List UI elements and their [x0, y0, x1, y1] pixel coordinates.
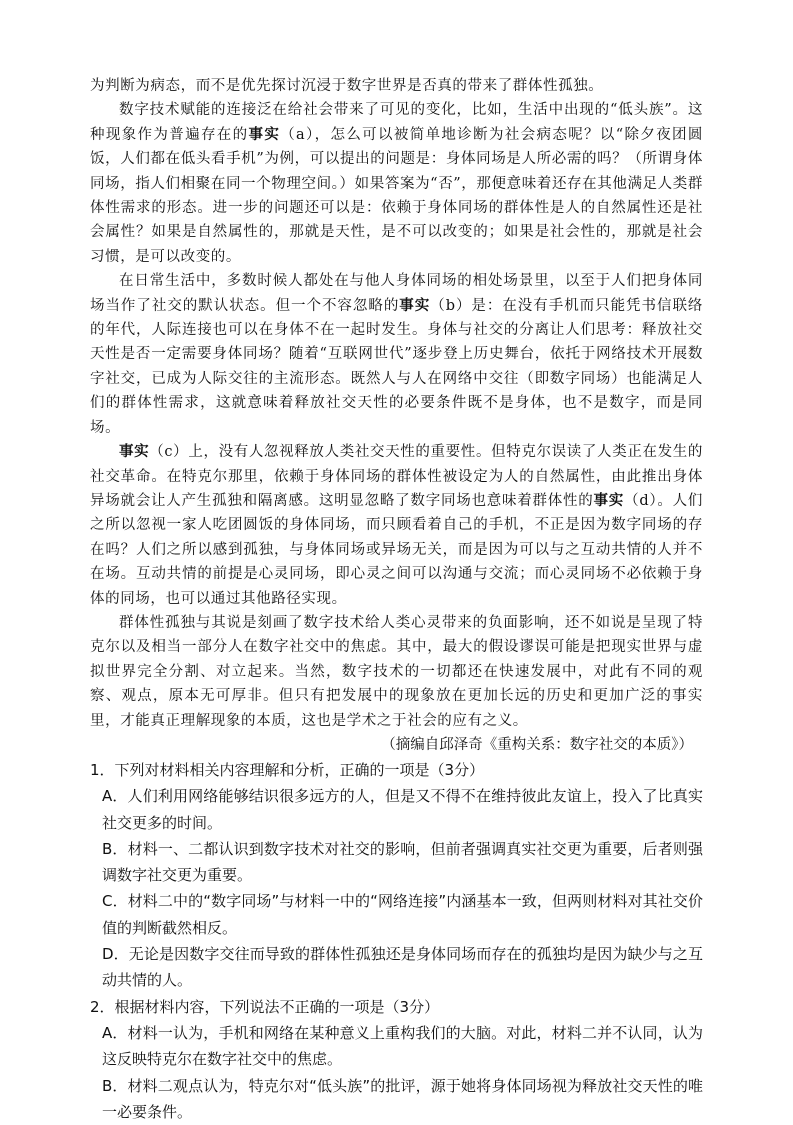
passage-paragraph-4: 群体性孤独与其说是刻画了数字技术给人类心灵带来的负面影响，还不如说是呈现了特克尔以及相当一部分人在数字社交中的焦虑。其中，最大的假设谬误可能是把现实世界与虚拟世界完全分割、对立起来。当然，数字技术的一切都还在快速发展中，对此有不同的观察、观点，原本无可厚非。但只有把发展中的现象放在更加长远的历史和更加广泛的事实里，才能真正理解现象的本质，这也是学术之于社会的应有之义。: [90, 614, 703, 729]
reading-passage: [90, 74, 703, 733]
question-1-option-d: D．无论是因数字交往而导致的群体性孤独还是身体同场而存在的孤独均是因为缺少与之互动共情的人。: [102, 945, 703, 990]
passage-paragraph-1: 数字技术赋能的连接泛在给社会带来了可见的变化，比如，生活中出现的“低头族”。这种现象作为普遍存在的事实（a），怎么可以被简单地诊断为社会病态呢？以“除夕夜团圆饭，人们都在低头看手机”为例，可以提出的问题是：身体同场是人所必需的吗？（所谓身体同场，指人们相聚在同一个物理空间。）如果答案为“否”，那便意味着还存在其他满足人类群体性需求的形态。进一步的问题还可以是：依赖于身体同场的群体性是人的自然属性还是社会属性？如果是自然属性的，那就是天性，是不可以改变的；如果是社会性的，那就是社会习惯，是可以改变的。: [90, 102, 703, 265]
fact-marker-b: 事实: [399, 296, 431, 314]
question-2-option-b: B．材料二观点认为，特克尔对“低头族”的批评，源于她将身体同场视为释放社交天性的唯一必要条件。: [102, 1076, 703, 1121]
passage-paragraph-2: 在日常生活中，多数时候人都处在与他人身体同场的相处场景里，以至于人们把身体同场当作了社交的默认状态。但一个不容忽略的事实（b）是：在没有手机而只能凭书信联络的年代，人际连接也可以在身体不在一起时发生。身体与社交的分离让人们思考：释放社交天性是否一定需要身体同场？随着“互联网世代”逐步登上历史舞台，依托于网络技术开展数字社交，已成为人际交往的主流形态。既然人与人在网络中交往（即数字同场）也能满足人们的群体性需求，这就意味着释放社交天性的必要条件既不是身体，也不是数字，而是同场。: [90, 273, 704, 436]
fact-marker-c: 事实: [119, 443, 150, 461]
question-2-option-a: A．材料一认为，手机和网络在某种意义上重构我们的大脑。对此，材料二并不认同，认为这反映特克尔在数字社交中的焦虑。: [102, 1023, 703, 1069]
fact-marker-d: 事实: [593, 491, 625, 509]
passage-paragraph-0: 为判断为病态，而不是优先探讨沉浸于数字世界是否真的带来了群体性孤独。: [90, 78, 604, 94]
fact-marker-a: 事实: [248, 125, 281, 143]
question-1-option-b: B．材料一、二都认识到数字技术对社交的影响，但前者强调真实社交更为重要，后者则强调数字社交更为重要。: [102, 839, 703, 885]
question-1-option-c: C．材料二中的“数字同场”与材料一中的“网络连接”内涵基本一致，但两则材料对其社交价值的判断截然相反。: [102, 892, 703, 937]
passage-paragraph-3: 事实（c）上，没有人忽视释放人类社交天性的重要性。但特克尔误读了人类正在发生的社交革命。在特克尔那里，依赖于身体同场的群体性被设定为人的自然属性，由此推出身体异场就会让人产生孤独和隔离感。这明显忽略了数字同场也意味着群体性的事实（d）。人们之所以忽视一家人吃团圆饭的身体同场，而只顾看着自己的手机，不正是因为数字同场的存在吗？人们之所以感到孤独，与身体同场或异场无关，而是因为可以与之互动共情的人并不在场。互动共情的前提是心灵同场，即心灵之间可以沟通与交流；而心灵同场不必依赖于身体的同场，也可以通过其他路径实现。: [90, 443, 704, 607]
question-1-option-a: A．人们利用网络能够结识很多远方的人，但是又不得不在维持彼此友谊上，投入了比真实社交更多的时间。: [102, 787, 703, 832]
question-1-title: 1．下列对材料相关内容理解和分析，正确的一项是（3分）: [90, 760, 485, 779]
question-2-title: 2．根据材料内容，下列说法不正确的一项是（3分）: [90, 997, 440, 1016]
source-citation: （摘编自邱泽奇《重构关系：数字社交的本质》）: [381, 736, 693, 753]
question-list: [90, 757, 703, 1125]
